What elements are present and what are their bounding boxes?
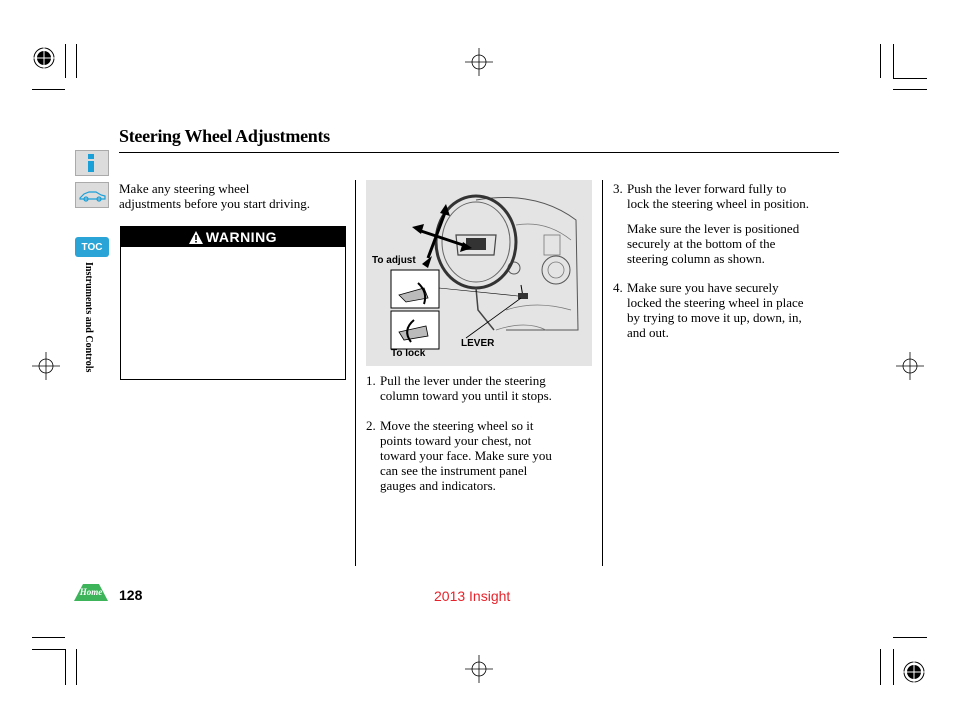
model-name: 2013 Insight — [434, 588, 511, 604]
page-number: 128 — [119, 587, 143, 603]
warning-box — [120, 226, 346, 380]
crosshair-top — [465, 48, 493, 76]
column-divider-1 — [355, 180, 356, 566]
crosshair-left — [32, 352, 60, 380]
steering-figure — [366, 180, 592, 366]
registration-target-bottom-right — [902, 660, 926, 684]
label-to-adjust: To adjust — [372, 255, 416, 266]
title-rule — [119, 152, 839, 153]
warning-triangle-icon — [189, 231, 203, 244]
page-title: Steering Wheel Adjustments — [119, 126, 330, 146]
toc-button[interactable] — [75, 237, 109, 257]
car-button[interactable] — [75, 182, 109, 208]
column-divider-2 — [602, 180, 603, 566]
crosshair-right — [896, 352, 924, 380]
warning-label: WARNING — [205, 229, 278, 245]
toc-label: TOC — [81, 241, 103, 253]
info-icon — [76, 151, 108, 175]
info-button[interactable] — [75, 150, 109, 176]
label-lever: LEVER — [461, 338, 495, 349]
intro-text: Make any steering wheel adjustments before you start driving. — [119, 181, 310, 211]
home-label: Home — [79, 587, 103, 597]
warning-header — [121, 227, 345, 247]
label-to-lock: To lock — [391, 348, 426, 359]
registration-target-top-left — [32, 46, 56, 70]
home-button[interactable] — [73, 582, 109, 602]
section-tab: Instruments and Controls — [83, 262, 94, 373]
car-icon — [76, 183, 108, 207]
crosshair-bottom — [465, 655, 493, 683]
